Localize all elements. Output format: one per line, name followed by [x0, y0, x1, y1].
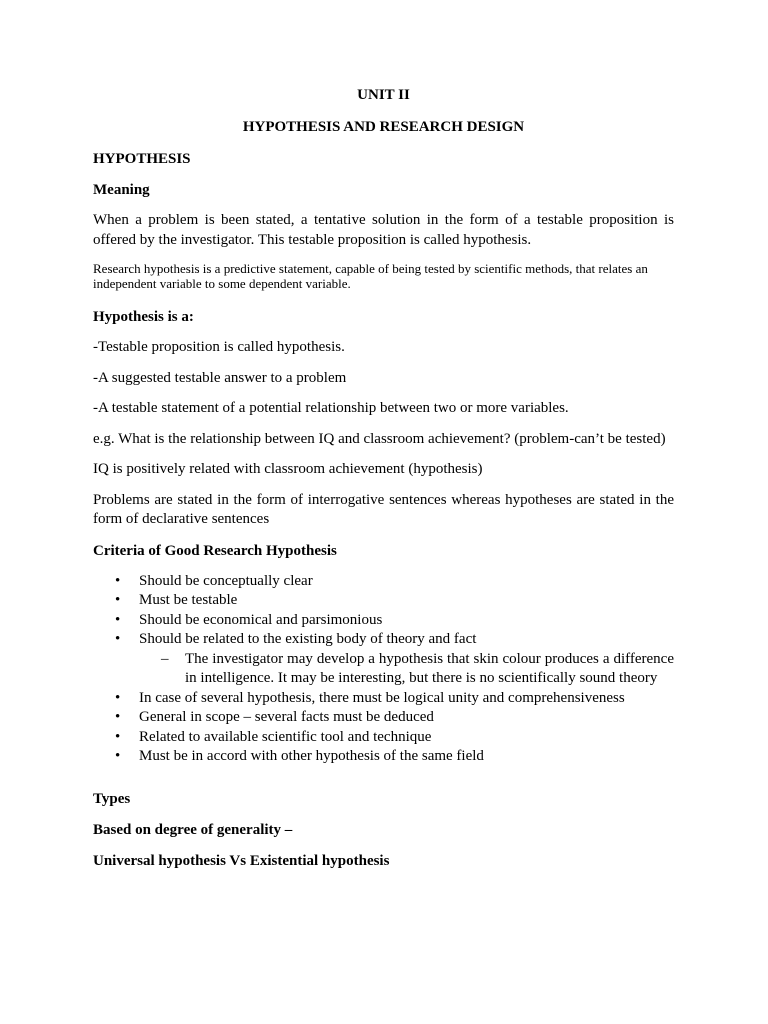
list-item — [93, 747, 674, 767]
criteria-text: General in scope – several facts must be deduced — [139, 709, 434, 725]
list-item — [93, 630, 674, 689]
list-item — [93, 708, 674, 728]
bullet-icon: • — [115, 748, 121, 764]
criteria-text: Related to available scientific tool and technique — [139, 728, 432, 745]
example-paragraph: e.g. What is the relationship between IQ and classroom achievement? (problem-can’t be tested) — [93, 430, 666, 447]
bullet-icon: • — [115, 592, 121, 608]
point-suggested-answer: -A suggested testable answer to a problem — [93, 369, 347, 386]
section-heading-hypothesis: HYPOTHESIS — [93, 151, 191, 167]
research-hypothesis-paragraph: Research hypothesis is a predictive statement, capable of being tested by scientific methods, that relates an independent variable to some dependent variable. — [93, 261, 648, 291]
dash-icon: – — [161, 650, 169, 667]
criteria-text: In case of several hypothesis, there must be logical unity and comprehensiveness — [139, 689, 625, 706]
document-page — [93, 85, 674, 882]
types-heading: Types — [93, 790, 131, 807]
meaning-heading: Meaning — [93, 182, 150, 198]
criteria-list — [93, 572, 674, 767]
unit-title: UNIT II — [357, 87, 410, 103]
sub-criteria-text: The investigator may develop a hypothesis that skin colour produces a difference in intelligence. It may be interesting, but there is no scientifically sound theory — [185, 650, 674, 686]
spacer — [93, 767, 674, 789]
bullet-icon: • — [115, 631, 121, 647]
point-testable-proposition: -Testable proposition is called hypothesis. — [93, 339, 345, 355]
criteria-heading: Criteria of Good Research Hypothesis — [93, 542, 337, 559]
list-item — [93, 572, 674, 592]
bullet-icon: • — [115, 611, 121, 628]
sub-criteria-list — [139, 650, 674, 689]
iq-paragraph: IQ is positively related with classroom achievement (hypothesis) — [93, 461, 483, 477]
list-item — [93, 689, 674, 709]
list-item — [93, 591, 674, 611]
bullet-icon: • — [115, 709, 121, 725]
point-testable-statement: -A testable statement of a potential relationship between two or more variables. — [93, 400, 569, 416]
bullet-icon: • — [115, 728, 121, 745]
criteria-text: Should be economical and parsimonious — [139, 611, 383, 628]
problems-paragraph: Problems are stated in the form of interrogative sentences whereas hypotheses are stated in the form of declarative sentences — [93, 491, 674, 527]
hypothesis-is-heading: Hypothesis is a: — [93, 309, 194, 325]
criteria-text: Should be conceptually clear — [139, 572, 313, 589]
universal-heading: Universal hypothesis Vs Existential hypothesis — [93, 852, 390, 869]
meaning-paragraph: When a problem is been stated, a tentative solution in the form of a testable proposition is offered by the investigator. This testable proposition is called hypothesis. — [93, 212, 674, 248]
list-item — [93, 728, 674, 748]
bullet-icon: • — [115, 689, 121, 706]
chapter-title: HYPOTHESIS AND RESEARCH DESIGN — [242, 119, 525, 135]
bullet-icon: • — [115, 572, 121, 589]
list-item — [93, 611, 674, 631]
generality-heading: Based on degree of generality – — [93, 821, 293, 838]
sub-list-item — [139, 650, 674, 689]
criteria-text: Must be in accord with other hypothesis of the same field — [139, 748, 484, 764]
criteria-text: Should be related to the existing body of theory and fact — [139, 631, 477, 647]
criteria-text: Must be testable — [139, 592, 238, 608]
